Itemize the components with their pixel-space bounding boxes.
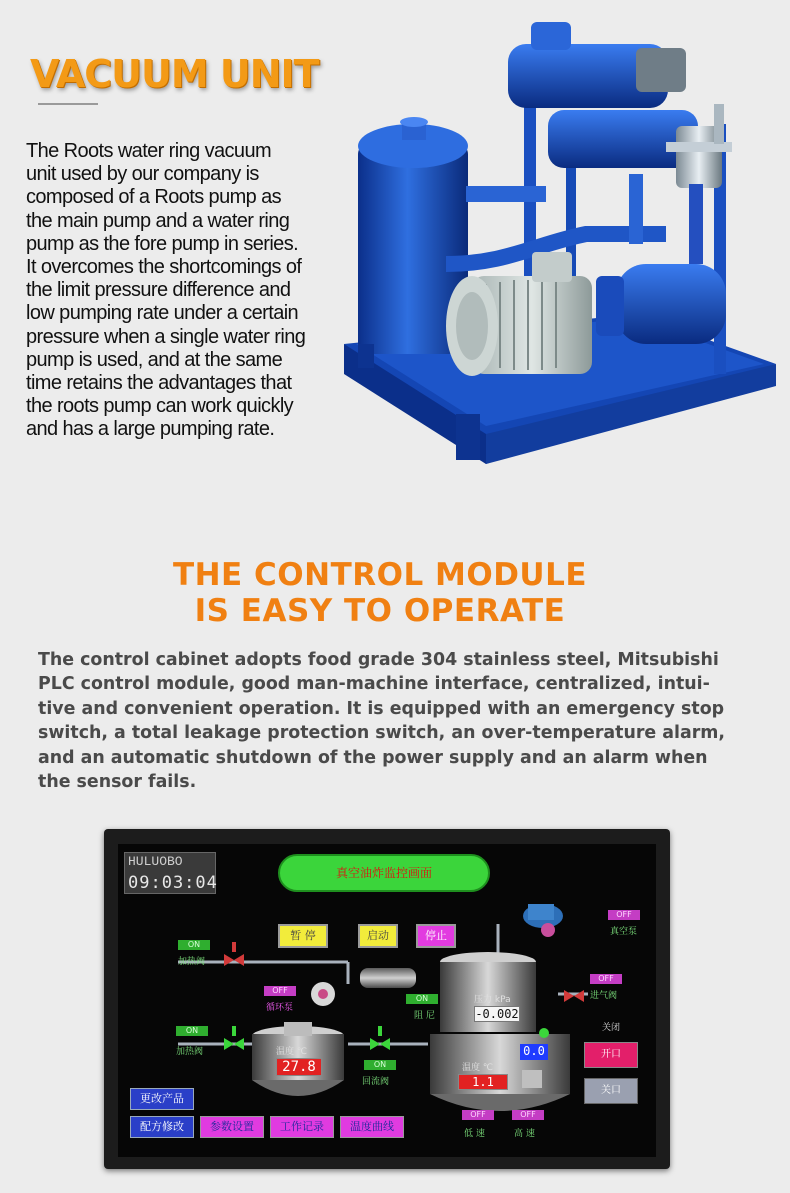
heat-valve-1-status[interactable]: ON (178, 940, 210, 950)
stop-button[interactable]: 停止 (416, 924, 456, 948)
text-line: The Roots water ring vacuum (26, 140, 272, 162)
high-speed-status[interactable]: OFF (512, 1110, 544, 1120)
work-log-button[interactable]: 工作记录 (270, 1116, 334, 1138)
change-product-button[interactable]: 更改产品 (130, 1088, 194, 1110)
feed-valve-status[interactable]: OFF (590, 974, 622, 984)
open-button[interactable]: 开口 (584, 1042, 638, 1068)
feed-valve-label: 进气阀 (590, 991, 618, 1001)
return-valve-status[interactable]: ON (364, 1060, 396, 1070)
damper-status[interactable]: ON (406, 994, 438, 1004)
text-line: composed of a Roots pump as (26, 186, 282, 209)
title-underline (38, 103, 98, 105)
control-module-description (38, 648, 750, 794)
close-button[interactable]: 关口 (584, 1078, 638, 1104)
heat-valve-2-status[interactable]: ON (176, 1026, 208, 1036)
pressure-readout: -0.002 (475, 1007, 519, 1021)
text-line: The control cabinet adopts food grade 304 stainless steel, Mitsubishi (38, 650, 719, 670)
brand-label: HULUOBO (128, 854, 183, 869)
close-status-label: 关闭 (602, 1023, 621, 1033)
circulation-pump-label: 循环泵 (266, 1003, 294, 1013)
low-speed-label: 低 速 (464, 1129, 485, 1139)
text-line: switch, a total leakage protection switch, an over-temperature alarm, (38, 723, 726, 744)
text-line: and an automatic shutdown of the power supply and an alarm when (38, 747, 708, 768)
text-line: pressure when a single water ring (26, 325, 306, 348)
text-line: PLC control module, good man-machine interface, centralized, intui- (38, 674, 710, 695)
temperature-curve-button[interactable]: 温度曲线 (340, 1116, 404, 1138)
circulation-pump-status[interactable]: OFF (264, 986, 296, 996)
clock-display: 09:03:04 (128, 873, 218, 893)
start-button[interactable]: 启动 (358, 924, 398, 948)
text-line: and has a large pumping rate. (26, 418, 275, 441)
text-line: It overcomes the shortcomings of (26, 256, 302, 279)
text-line: low pumping rate under a certain (26, 302, 299, 325)
vacuum-unit-title: VACUUM UNIT (30, 52, 319, 96)
vacuum-pump-status[interactable]: OFF (608, 910, 640, 920)
title-line: IS EASY TO OPERATE (194, 593, 566, 629)
return-valve-label: 回流阀 (362, 1077, 390, 1087)
text-line: the roots pump can work quickly (26, 395, 294, 418)
text-line: the main pump and a water ring (26, 209, 290, 232)
screen-title-banner: 真空油炸监控画面 (278, 854, 490, 892)
text-line: the limit pressure difference and (26, 279, 291, 302)
low-speed-status[interactable]: OFF (462, 1110, 494, 1120)
level-readout: 0.0 (520, 1044, 548, 1060)
text-line: time retains the advantages that (26, 372, 292, 395)
high-speed-label: 高 速 (514, 1129, 535, 1139)
temp-2-readout: 1.1 (458, 1074, 508, 1090)
title-line: THE CONTROL MODULE (172, 557, 588, 593)
parameter-settings-button[interactable]: 参数设置 (200, 1116, 264, 1138)
temp-1-readout: 27.8 (276, 1058, 322, 1076)
heat-valve-1-label: 加热阀 (178, 957, 206, 967)
text-line: unit used by our company is (26, 163, 259, 186)
recipe-edit-button[interactable]: 配方修改 (130, 1116, 194, 1138)
text-line: pump is used, and at the same (26, 348, 283, 371)
vacuum-unit-description (26, 140, 338, 442)
damper-label: 阻 尼 (414, 1011, 435, 1021)
vacuum-pump-unit-image (336, 14, 782, 470)
text-line: pump as the fore pump in series. (26, 232, 299, 255)
temp-1-label: 温度 ℃ (276, 1047, 307, 1057)
hmi-screen (118, 844, 656, 1157)
vacuum-pump-label: 真空泵 (610, 927, 638, 937)
heat-valve-2-label: 加热阀 (176, 1047, 204, 1057)
pressure-label: 压力 kPa (474, 995, 511, 1005)
temp-2-label: 温度 ℃ (462, 1063, 493, 1073)
text-line: the sensor fails. (38, 772, 197, 793)
control-module-title (0, 557, 760, 629)
pause-button[interactable]: 暂 停 (278, 924, 328, 948)
text-line: tive and convenient operation. It is equipped with an emergency stop (38, 698, 725, 719)
